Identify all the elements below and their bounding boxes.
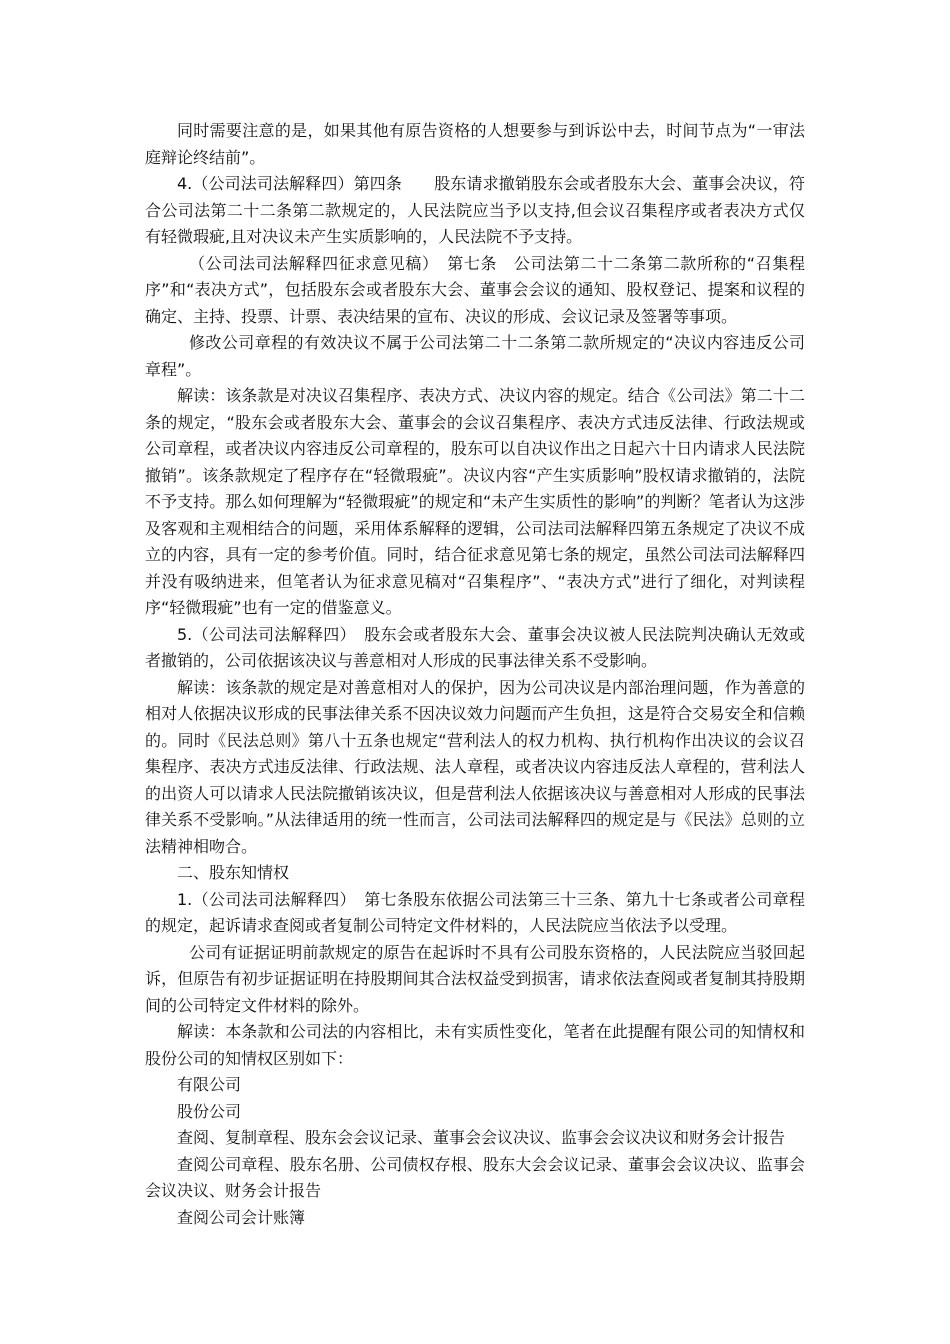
label-limited-company: 有限公司: [177, 1075, 242, 1094]
paragraph-deadline-note: 同时需要注意的是，如果其他有原告资格的人想要参与到诉讼中去，时间节点为“一审法庭辩论终结前”。: [145, 121, 805, 167]
joint-stock-company-rights: 查阅公司章程、股东名册、公司债权存根、股东大会会议记录、董事会会议决议、监事会会议决议、财务会计报告: [145, 1154, 805, 1200]
document-page: [145, 118, 805, 1231]
paragraph-evidence-exception: 公司有证据证明前款规定的原告在起诉时不具有公司股东资格的，人民法院应当驳回起诉，但原告有初步证据证明在持股期间其合法权益受到损害，请求依法查阅或者复制其持股期间的公司特定文件材料的除外。: [145, 942, 805, 1015]
limited-company-rights: 查阅、复制章程、股东会会议记录、董事会会议决议、监事会会议决议和财务会计报告: [177, 1128, 786, 1147]
paragraph-draft-article-7: （公司法司法解释四征求意见稿） 第七条 公司法第二十二条第二款所称的“召集程序”和“表决方式”，包括股东会或者股东大会、董事会会议的通知、股权登记、提案和议程的确定、主持、投票、计票、表决结果的宣布、决议的形成、会议记录及签署等事项。: [145, 253, 805, 326]
paragraph-article-7: 1.（公司法司法解释四） 第七条股东依据公司法第三十三条、第九十七条或者公司章程的规定，起诉请求查阅或者复制公司特定文件材料的，人民法院应当依法予以受理。: [145, 889, 805, 935]
paragraph-amend-articles: 修改公司章程的有效决议不属于公司法第二十二条第二款所规定的“决议内容违反公司章程”。: [145, 333, 805, 379]
paragraph-article-5: 5.（公司法司法解释四） 股东会或者股东大会、董事会决议被人民法院判决确认无效或者撤销的，公司依据该决议与善意相对人形成的民事法律关系不受影响。: [145, 624, 805, 670]
label-joint-stock-company: 股份公司: [177, 1101, 242, 1121]
paragraph-interpretation-3: 解读：本条款和公司法的内容相比，未有实质性变化，笔者在此提醒有限公司的知情权和股份公司的知情权区别如下：: [145, 1022, 805, 1068]
paragraph-interpretation-2: 解读：该条款的规定是对善意相对人的保护，因为公司决议是内部治理问题，作为善意的相对人依据决议形成的民事法律关系不因决议效力问题而产生负担，这是符合交易安全和信赖的。同时《民法总则》第八十五条也规定“营利法人的权力机构、执行机构作出决议的会议召集程序、表决方式违反法律、行政法规、法人章程，或者决议内容违反法人章程的，营利法人的出资人可以请求人民法院撤销该决议，但是营利法人依据该决议与善意相对人形成的民事法律关系不受影响。”从法律适用的统一性而言，公司法司法解释四的规定是与《民法》总则的立法精神相吻合。: [145, 677, 805, 856]
paragraph-article-4: 4.（公司法司法解释四）第四条 股东请求撤销股东会或者股东大会、董事会决议，符合公司法第二十二条第二款规定的，人民法院应当予以支持,但会议召集程序或者表决方式仅有轻微瑕疵,且对决议未产生实质影响的，人民法院不予支持。: [145, 174, 805, 246]
accounting-books-access: 查阅公司会计账簿: [177, 1207, 306, 1227]
section-heading-shareholder-right-to-know: 二、股东知情权: [177, 863, 290, 882]
paragraph-interpretation-1: 解读：该条款是对决议召集程序、表决方式、决议内容的规定。结合《公司法》第二十二条的规定，“股东会或者股东大会、董事会的会议召集程序、表决方式违反法律、行政法规或公司章程，或者决议内容违反公司章程的，股东可以自决议作出之日起六十日内请求人民法院撤销”。该条款规定了程序存在“轻微瑕疵”。决议内容“产生实质影响”股权请求撤销的，法院不予支持。那么如何理解为“轻微瑕疵”的规定和“未产生实质性的影响”的判断？笔者认为这涉及客观和主观相结合的问题，采用体系解释的逻辑，公司法司法解释四第五条规定了决议不成立的内容，具有一定的参考价值。同时，结合征求意见第七条的规定，虽然公司法司法解释四并没有吸纳进来，但笔者认为征求意见稿对“召集程序”、“表决方式”进行了细化，对判读程序“轻微瑕疵”也有一定的借鉴意义。: [145, 386, 805, 617]
